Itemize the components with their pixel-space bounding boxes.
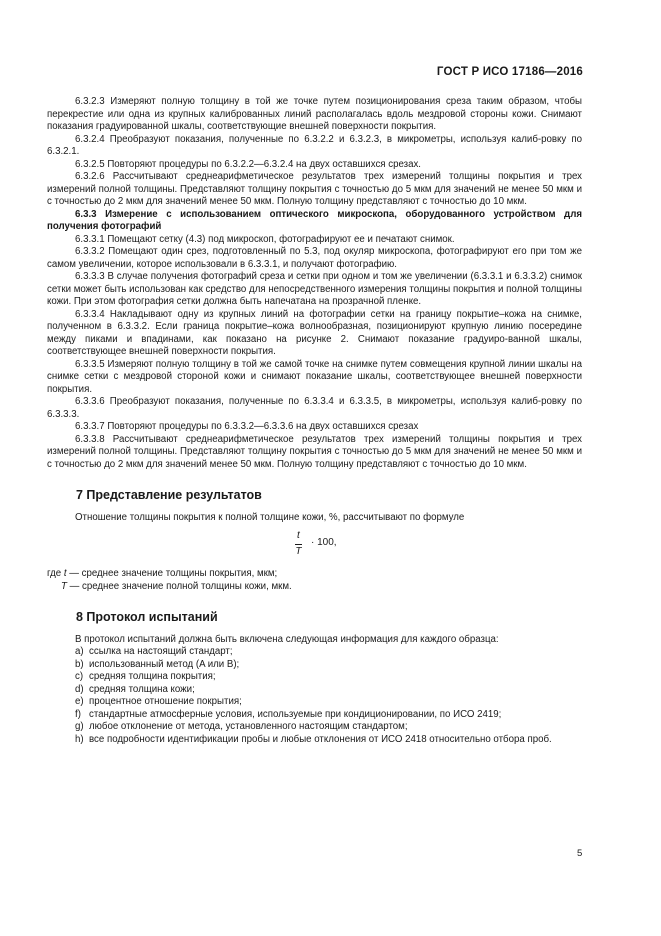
paragraph-6-3-3-3: 6.3.3.3 В случае получения фотографий среза и сетки при одном и том же увеличении (6.3.3.1 и 6.3.3.2) снимок сетки может быть использован как средство для непосредственного измерения толщины покрытия и полной толщины кожи. При этом фотография сетки должна быть напечатана на прозрачной пленке. bbox=[47, 271, 582, 307]
list-item bbox=[47, 659, 582, 672]
page-body bbox=[47, 96, 582, 746]
paragraph-6-3-3-4: 6.3.3.4 Накладывают одну из крупных линий на фотографии сетки на границу покрытие–кожа на снимке, полученном в 6.3.3.2. Если граница покрытие–кожа волнообразная, позиционируют крупную линию посередине между пиками и впадинами, как показано на рисунке 2. Снимают показание градуиро-ванной шкалы, соответствующее внешней поверхности покрытия. bbox=[47, 308, 582, 357]
formula-multiplier: · 100, bbox=[311, 537, 337, 548]
list-item-letter: e) bbox=[75, 696, 84, 707]
list-item-letter: g) bbox=[75, 721, 84, 732]
paragraph-6-3-2-5: 6.3.2.5 Повторяют процедуры по 6.3.2.2—6.3.2.4 на двух оставшихся срезах. bbox=[75, 158, 421, 170]
list-item-letter: h) bbox=[75, 733, 84, 745]
list-item bbox=[47, 734, 582, 747]
list-item-letter: f) bbox=[75, 708, 81, 720]
subsection-6-3-3-heading: 6.3.3 Измерение с использованием оптического микроскопа, оборудованного устройством для получения фотографий bbox=[47, 208, 582, 232]
list-item-text: использованный метод (A или B); bbox=[89, 658, 240, 670]
page-number: 5 bbox=[577, 848, 583, 859]
definition-T-symbol: T bbox=[61, 580, 67, 592]
paragraph-6-3-3-1: 6.3.3.1 Помещают сетку (4.3) под микроскоп, фотографируют ее и печатают снимок. bbox=[75, 233, 455, 245]
list-item-text: все подробности идентификации пробы и любые отклонения от ИСО 2418 относительно отбора проб. bbox=[89, 733, 552, 745]
ratio-formula bbox=[47, 530, 582, 562]
document-id: ГОСТ Р ИСО 17186—2016 bbox=[436, 66, 583, 78]
paragraph-6-3-3-2: 6.3.3.2 Помещают один срез, подготовленный по 5.3, под окуляр микроскопа, фотографируют его при том же самом увеличении, которое использовали в 6.3.3.1, и получают фотографию. bbox=[47, 246, 582, 270]
definition-T bbox=[47, 581, 582, 594]
list-item-text: средняя толщина покрытия; bbox=[89, 671, 216, 682]
list-item-letter: d) bbox=[75, 683, 84, 695]
list-item bbox=[47, 671, 582, 684]
list-item-text: любое отклонение от метода, установленного настоящим стандартом; bbox=[89, 721, 408, 732]
definition-t-text: — среднее значение толщины покрытия, мкм; bbox=[66, 568, 278, 579]
section-8-heading: 8 Протокол испытаний bbox=[76, 610, 218, 624]
list-item-letter: a) bbox=[75, 646, 84, 657]
formula-denominator: T bbox=[295, 545, 302, 557]
definition-t-prefix: где bbox=[47, 568, 64, 579]
paragraph-6-3-3-8: 6.3.3.8 Рассчитывают среднеарифметическое результатов трех измерений толщины покрытия и трех измерений полной толщины. Представляют толщину покрытия с точностью до 5 мкм для значений не менее 50 мкм и с точностью до 2 мкм для значений менее 50 мкм. Полную толщину представляют с точностью до 10 мкм. bbox=[47, 433, 582, 470]
list-item bbox=[47, 646, 582, 659]
paragraph-6-3-2-3: 6.3.2.3 Измеряют полную толщину в той же точке путем позиционирования среза таким образом, чтобы перекрестие или одна из крупных калиброванных линий располагалась вдоль мездровой стороны кожи. Снимают показания градуированной шкалы, соответствующие внешней поверхности покрытия. bbox=[47, 96, 582, 132]
list-item-text: ссылка на настоящий стандарт; bbox=[89, 646, 233, 657]
paragraph-6-3-3-6: 6.3.3.6 Преобразуют показания, полученные по 6.3.3.4 и 6.3.3.5, в микрометры, используя калиб-ровку по 6.3.3.3. bbox=[47, 396, 582, 420]
section-7-heading: 7 Представление результатов bbox=[76, 488, 262, 502]
list-item-text: процентное отношение покрытия; bbox=[89, 696, 242, 707]
paragraph-6-3-2-4: 6.3.2.4 Преобразуют показания, полученные по 6.3.2.2 и 6.3.2.3, в микрометры, используя калиб-ровку по 6.3.2.1. bbox=[47, 133, 582, 157]
list-item-text: стандартные атмосферные условия, используемые при кондиционировании, по ИСО 2419; bbox=[89, 708, 502, 720]
list-item bbox=[47, 709, 582, 722]
definition-t-symbol: t bbox=[63, 568, 67, 579]
fraction-bar bbox=[295, 544, 302, 545]
formula-numerator: t bbox=[297, 530, 300, 541]
list-item-text: средняя толщина кожи; bbox=[89, 683, 195, 695]
list-item bbox=[47, 721, 582, 734]
list-item-letter: b) bbox=[75, 658, 84, 670]
section-7-intro: Отношение толщины покрытия к полной толщине кожи, %, рассчитывают по формуле bbox=[75, 511, 465, 523]
paragraph-6-3-3-5: 6.3.3.5 Измеряют полную толщину в той же самой точке на снимке путем совмещения крупной линии шкалы на снимке сетки с мездровой стороной кожи и снимают показание шкалы, соответствующее внешней поверхности покрытия. bbox=[47, 358, 582, 395]
formula-fraction bbox=[295, 530, 302, 558]
list-item bbox=[47, 696, 582, 709]
list-item bbox=[47, 684, 582, 697]
section-8-intro: В протокол испытаний должна быть включена следующая информация для каждого образца: bbox=[75, 633, 499, 645]
paragraph-6-3-3-7: 6.3.3.7 Повторяют процедуры по 6.3.3.2—6.3.3.6 на двух оставшихся срезах bbox=[75, 421, 419, 432]
list-item-letter: c) bbox=[75, 671, 84, 682]
definition-T-text: — среднее значение полной толщины кожи, мкм. bbox=[66, 580, 292, 592]
definition-t bbox=[47, 568, 582, 581]
paragraph-6-3-2-6: 6.3.2.6 Рассчитывают среднеарифметическое результатов трех измерений толщины покрытия и трех измерений полной толщины. Представляют толщину покрытия с точностью до 5 мкм для значений не менее 50 мкм и с точностью до 2 мкм для значений менее 50 мкм. Полную толщину представляют с точностью до 10 мкм. bbox=[47, 171, 582, 207]
